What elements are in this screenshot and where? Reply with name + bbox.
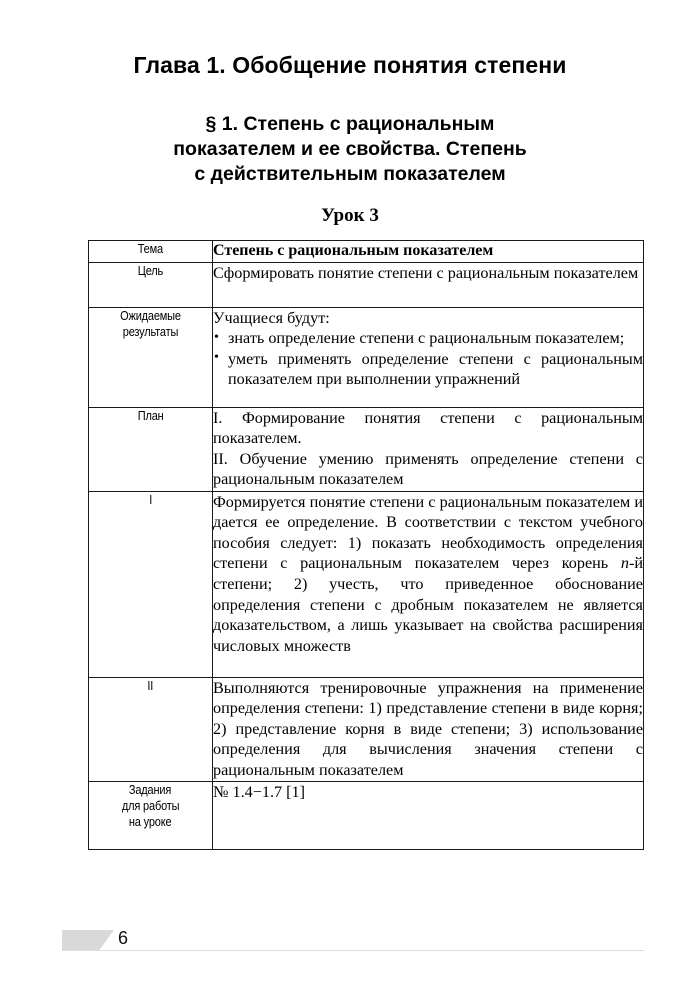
table-row-plan	[89, 407, 644, 491]
row-label-assignments-line-1: Задания	[129, 782, 172, 797]
row-label-expected-results-line-2: результаты	[122, 324, 179, 339]
assignments-text: № 1.4−1.7 [1]	[213, 782, 306, 801]
list-item: • уметь применять определение степени с рациональным показателем при выполнении упражнений	[213, 349, 643, 390]
table-row-part-two	[89, 677, 644, 781]
part-one-text-after: -й степени; 2) учесть, что приведенное обоснование определения степени с дробным показателем не является доказательством, а лишь указывает на свойства расширения числовых множеств	[213, 554, 643, 655]
section-title-line-3: с действительным показателем	[194, 163, 506, 185]
section-title-line-2: показателем и ее свойства. Степень	[173, 138, 527, 160]
row-value-plan	[213, 407, 644, 491]
table-row-assignments	[89, 781, 644, 849]
footer-divider	[62, 950, 644, 952]
plan-item-2: II. Обучение умению применять определение степени с рациональным показателем	[213, 449, 643, 489]
row-label-part-two	[89, 677, 213, 781]
row-label-cel-text: Цель	[137, 263, 164, 278]
table-row-cel	[89, 262, 644, 307]
row-value-assignments	[213, 781, 644, 849]
row-label-tema	[89, 241, 213, 263]
page-footer	[0, 928, 700, 968]
row-value-part-one	[213, 491, 644, 677]
section-title-line-1: § 1. Степень с рациональным	[205, 113, 495, 135]
row-value-tema: Степень с рациональным показателем	[213, 241, 644, 263]
row-label-part-one	[89, 491, 213, 677]
part-one-italic-variable: n	[620, 554, 629, 573]
row-label-plan-text: План	[137, 408, 164, 423]
lesson-plan-table	[88, 240, 644, 850]
section-title	[130, 112, 570, 187]
lesson-title: Урок 3	[321, 205, 379, 226]
page-number: 6	[118, 928, 129, 948]
table-row-expected-results	[89, 307, 644, 407]
part-one-text-before: Формируется понятие степени с рациональным показателем и дается ее определение. В соответствии с текстом учебного пособия следует: 1) показать необходимость определения степени с рациональным показателем через корень	[213, 492, 643, 573]
row-label-part-two-text: II	[147, 678, 154, 693]
row-value-part-two: Выполняются тренировочные упражнения на применение определения степени: 1) представление степени в виде корня; 2) представление корня в виде степени; 3) использование определения для вычисления значения степени с рациональным показателем	[213, 677, 644, 781]
table-row-tema	[89, 241, 644, 263]
row-label-part-one-text: I	[149, 492, 152, 507]
row-value-expected-results	[213, 307, 644, 407]
row-label-assignments	[89, 781, 213, 849]
expected-results-intro: Учащиеся будут:	[213, 308, 330, 327]
list-item: • знать определение степени с рациональным показателем;	[213, 328, 643, 349]
row-value-cel: Сформировать понятие степени с рациональным показателем	[213, 262, 644, 307]
row-label-tema-text: Тема	[137, 242, 164, 256]
row-label-assignments-line-3: на уроке	[129, 814, 172, 829]
row-label-plan	[89, 407, 213, 491]
page-title: Глава 1. Обобщение понятия степени	[133, 52, 567, 78]
row-label-cel	[89, 262, 213, 307]
plan-item-1: I. Формирование понятия степени с рациональным показателем.	[213, 408, 643, 448]
row-label-assignments-line-2: для работы	[121, 798, 180, 813]
expected-results-list	[213, 328, 643, 390]
footer-tab-shape	[62, 930, 114, 950]
row-label-expected-results-line-1: Ожидаемые	[120, 308, 181, 323]
row-label-expected-results	[89, 307, 213, 407]
table-row-part-one	[89, 491, 644, 677]
